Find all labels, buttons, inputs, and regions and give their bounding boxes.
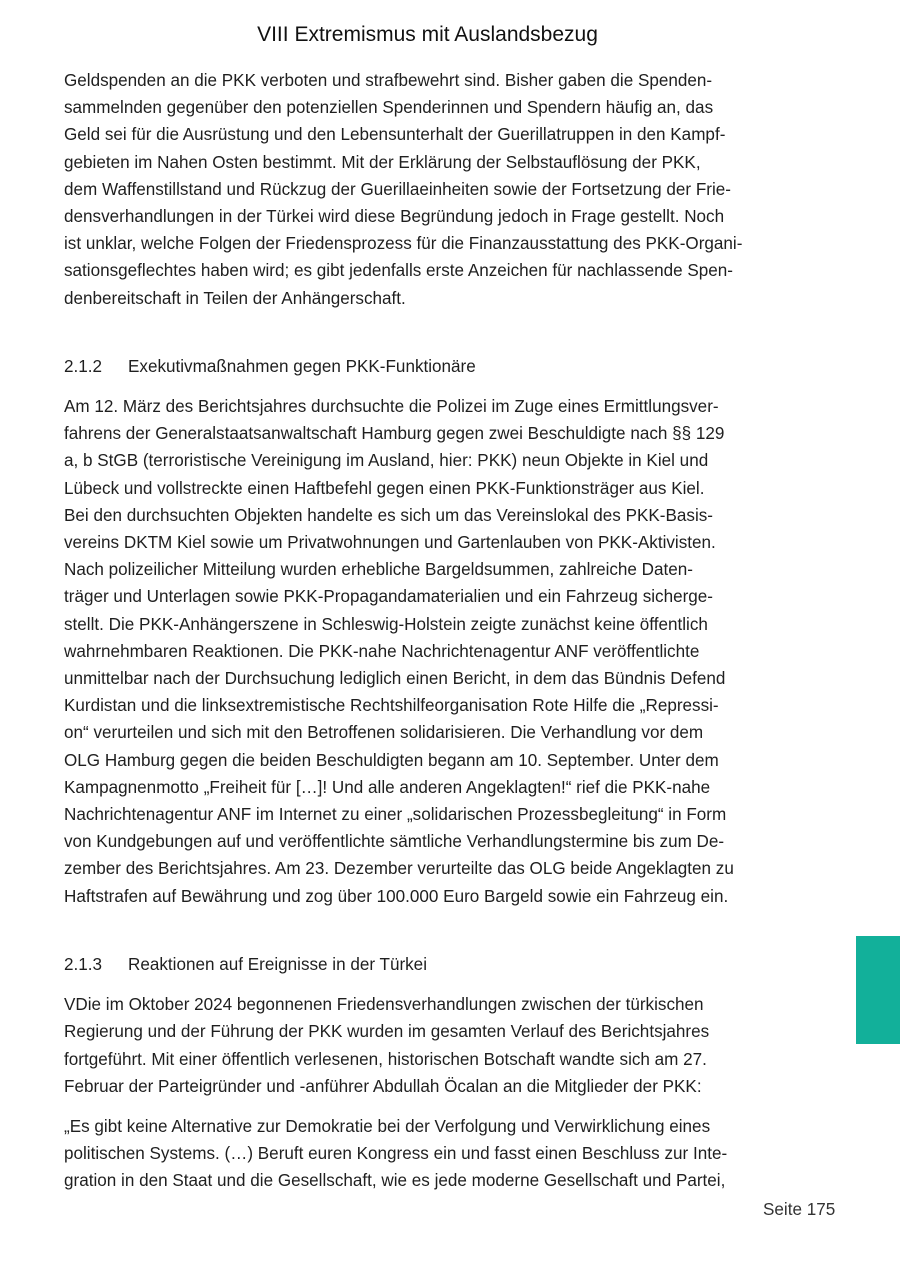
- text-line: Am 12. März des Berichtsjahres durchsuchte die Polizei im Zuge eines Ermittlungsver-: [64, 397, 719, 417]
- quote-paragraph: [64, 1113, 804, 1195]
- text-line: gration in den Staat und die Gesellschaft, wie es jede moderne Gesellschaft und Partei,: [64, 1171, 726, 1191]
- text-line: Geld sei für die Ausrüstung und den Lebensunterhalt der Guerillatruppen in den Kampf-: [64, 125, 726, 145]
- text-line: Nach polizeilicher Mitteilung wurden erhebliche Bargeldsummen, zahlreiche Daten-: [64, 560, 693, 580]
- text-line: Lübeck und vollstreckte einen Haftbefehl gegen einen PKK-Funktionsträger aus Kiel.: [64, 478, 705, 498]
- text-line: densverhandlungen in der Türkei wird diese Begründung jedoch in Frage gestellt. Noch: [64, 207, 725, 227]
- page-number: Seite 175: [763, 1200, 836, 1219]
- text-line: sammelnden gegenüber den potenziellen Spenderinnen und Spendern häufig an, das: [64, 98, 714, 118]
- text-line: Kampagnenmotto „Freiheit für […]! Und alle anderen Angeklagten!“ rief die PKK-nahe: [64, 777, 711, 797]
- text-line: von Kundgebungen auf und veröffentlichte sämtliche Verhandlungstermine bis zum De-: [64, 832, 725, 852]
- text-line: dem Waffenstillstand und Rückzug der Guerillaeinheiten sowie der Fortsetzung der Frie-: [64, 179, 731, 199]
- section-heading-2-1-3: [64, 951, 804, 978]
- section-title: Exekutivmaßnahmen gegen PKK-Funktionäre: [128, 356, 476, 376]
- chapter-side-tab: [856, 936, 900, 1044]
- text-line: Haftstrafen auf Bewährung und zog über 100.000 Euro Bargeld sowie ein Fahrzeug ein.: [64, 886, 729, 906]
- text-line: „Es gibt keine Alternative zur Demokratie bei der Verfolgung und Verwirklichung eines: [64, 1116, 711, 1136]
- text-line: OLG Hamburg gegen die beiden Beschuldigten begann am 10. September. Unter dem: [64, 750, 719, 770]
- text-line: fortgeführt. Mit einer öffentlich verlesenen, historischen Botschaft wandte sich am 27.: [64, 1049, 707, 1069]
- text-line: Bei den durchsuchten Objekten handelte es sich um das Vereinslokal des PKK-Basis-: [64, 505, 713, 525]
- text-line: vereins DKTM Kiel sowie um Privatwohnungen und Gartenlauben von PKK-Aktivisten.: [64, 533, 716, 553]
- section-2-1-3-paragraph: [64, 991, 804, 1100]
- text-line: a, b StGB (terroristische Vereinigung im Ausland, hier: PKK) neun Objekte in Kiel und: [64, 451, 709, 471]
- text-line: stellt. Die PKK-Anhängerszene in Schleswig-Holstein zeigte zunächst keine öffentlich: [64, 614, 708, 634]
- section-title: Reaktionen auf Ereignisse in der Türkei: [128, 954, 427, 974]
- section-2-1-2-paragraph: [64, 393, 804, 910]
- text-line: gebieten im Nahen Osten bestimmt. Mit der Erklärung der Selbstauflösung der PKK,: [64, 152, 701, 172]
- text-line: on“ verurteilen und sich mit den Betroffenen solidarisieren. Die Verhandlung vor dem: [64, 723, 704, 743]
- text-line: VDie im Oktober 2024 begonnenen Friedensverhandlungen zwischen der türkischen: [64, 995, 704, 1015]
- text-line: wahrnehmbaren Reaktionen. Die PKK-nahe Nachrichtenagentur ANF veröffentlichte: [64, 641, 700, 661]
- text-line: ist unklar, welche Folgen der Friedensprozess für die Finanzausstattung des PKK-Organi-: [64, 234, 743, 254]
- text-line: politischen Systems. (…) Beruft euren Kongress ein und fasst einen Beschluss zur Inte-: [64, 1144, 728, 1164]
- section-number: 2.1.3: [64, 954, 103, 974]
- text-line: träger und Unterlagen sowie PKK-Propagandamaterialien und ein Fahrzeug sicherge-: [64, 587, 713, 607]
- text-line: unmittelbar nach der Durchsuchung lediglich einen Bericht, in dem das Bündnis Defend: [64, 669, 726, 689]
- text-line: fahrens der Generalstaatsanwaltschaft Hamburg gegen zwei Beschuldigte nach §§ 129: [64, 424, 725, 444]
- text-line: Kurdistan und die linksextremistische Rechtshilfeorganisation Rote Hilfe die „Repressi-: [64, 696, 719, 716]
- text-line: Regierung und der Führung der PKK wurden im gesamten Verlauf des Berichtsjahres: [64, 1022, 710, 1042]
- text-line: zember des Berichtsjahres. Am 23. Dezember verurteilte das OLG beide Angeklagten zu: [64, 859, 734, 879]
- text-line: denbereitschaft in Teilen der Anhängerschaft.: [64, 288, 406, 308]
- intro-paragraph: [64, 67, 804, 312]
- running-header: VIII Extremismus mit Auslandsbezug: [257, 23, 598, 46]
- page-body: [64, 67, 804, 1195]
- text-line: Geldspenden an die PKK verboten und strafbewehrt sind. Bisher gaben die Spenden-: [64, 71, 713, 90]
- section-heading-2-1-2: [64, 353, 804, 380]
- section-number: 2.1.2: [64, 356, 103, 376]
- text-line: Februar der Parteigründer und -anführer Abdullah Öcalan an die Mitglieder der PKK:: [64, 1076, 702, 1096]
- text-line: sationsgeflechtes haben wird; es gibt jedenfalls erste Anzeichen für nachlassende Spen-: [64, 261, 733, 281]
- text-line: Nachrichtenagentur ANF im Internet zu einer „solidarischen Prozessbegleitung“ in Form: [64, 805, 727, 825]
